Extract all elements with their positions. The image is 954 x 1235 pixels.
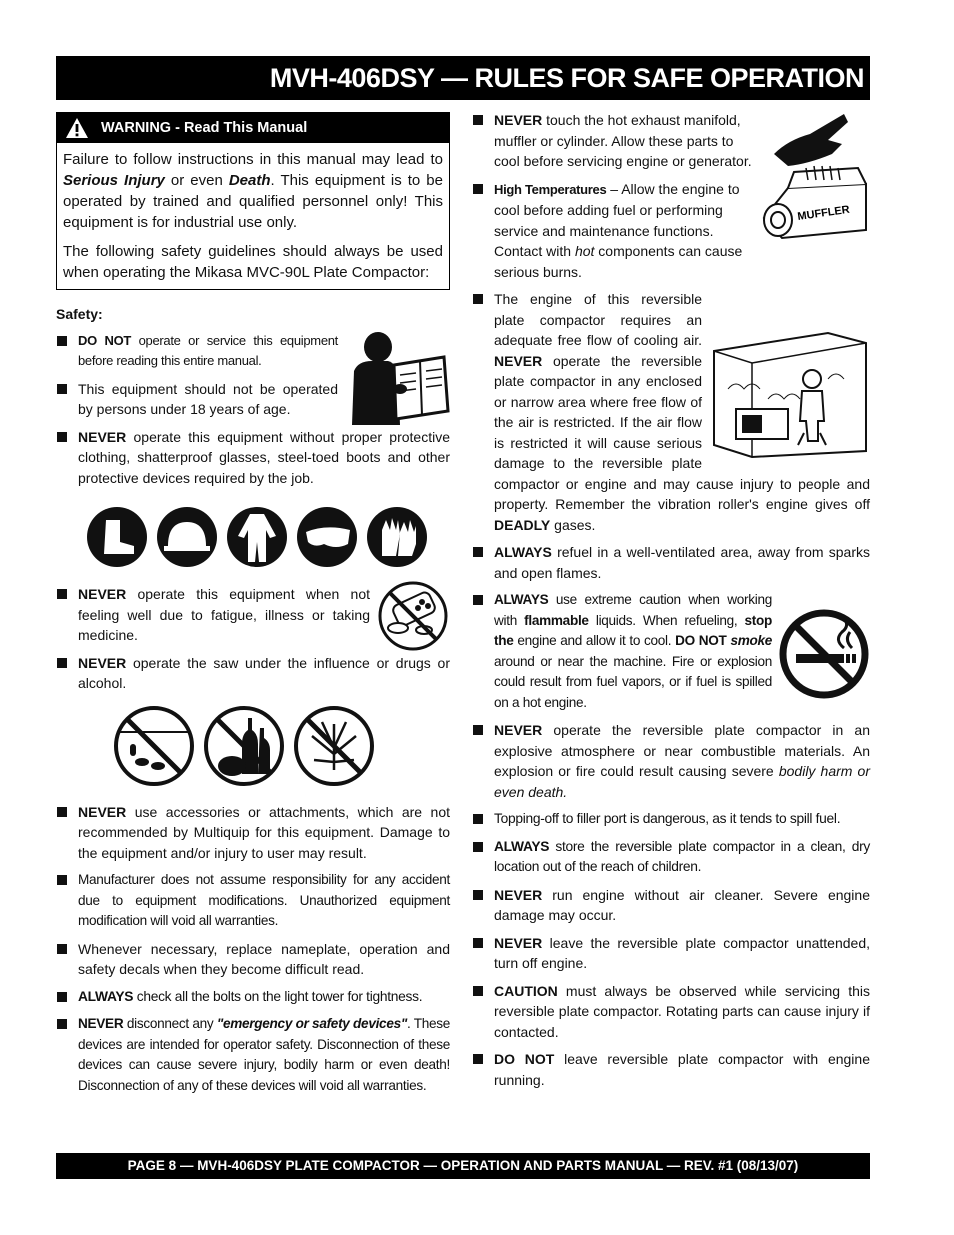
- list-item: NEVER touch the hot exhaust manifold, muffler or cylinder. Allow these parts to cool before servicing engine or generator.: [472, 110, 870, 172]
- gloves-icon: [366, 506, 428, 568]
- warning-paragraph-2: The following safety guidelines should always be used when operating the Mikasa MVC-90L Plate Compactor:: [63, 243, 443, 281]
- list-item: This equipment should not be operated by persons under 18 years of age.: [56, 379, 340, 420]
- list-item: ALWAYS check all the bolts on the light tower for tightness.: [56, 987, 450, 1008]
- list-item: ALWAYS use extreme caution when working with flammable liquids. When refueling, stop the engine and allow it to cool. DO NOT smoke around or near the machine. Fire or explosion could result from fuel vapors, or if fuel is spilled on a hot engine.: [472, 590, 870, 713]
- enclosed-area-icon: [708, 329, 870, 461]
- list-item: NEVER disconnect any "emergency or safety devices". These devices are intended for operator safety. Disconnection of these devices can cause severe injury, bodily harm or even death! Disconnection of any of these devices will void all warranties.: [56, 1014, 450, 1096]
- list-item: NEVER operate this equipment when not feeling well due to fatigue, illness or taking medicine.: [56, 584, 372, 646]
- list-item: ALWAYS refuel in a well-ventilated area, away from sparks and open flames.: [472, 542, 870, 583]
- no-marijuana-icon: [292, 704, 376, 788]
- page-footer: PAGE 8 — MVH-406DSY PLATE COMPACTOR — OPERATION AND PARTS MANUAL — REV. #1 (08/13/07): [56, 1153, 870, 1179]
- list-item: Topping-off to filler port is dangerous, as it tends to spill fuel.: [472, 809, 870, 830]
- no-medicine-icon: [376, 580, 450, 652]
- list-item: The engine of this reversible plate compactor requires an adequate free flow of cooling air. NEVER operate the reversible plate compactor in any enclosed or narrow area where free flow of the air is restricted. If the air flow is restricted it will cause serious damage to the reversible plate compactor or engine and may cause injury to people and property. Remember the vibration roller's engine gives off DEADLY gases.: [472, 289, 870, 535]
- muffler-label: MUFFLER: [796, 203, 851, 223]
- list-item: DO NOT leave reversible plate compactor with engine running.: [472, 1049, 870, 1090]
- list-item: DO NOT operate or service this equipment before reading this entire manual.: [56, 331, 340, 372]
- list-item: NEVER operate the reversible plate compactor in an explosive atmosphere or near combustible materials. An explosion or fire could result causing severe bodily harm or even death.: [472, 720, 870, 802]
- list-item: NEVER operate this equipment without proper protective clothing, shatterproof glasses, steel-toed boots and other protective devices required by the job.: [56, 427, 450, 489]
- warning-heading: WARNING - Read This Manual: [101, 120, 308, 136]
- reading-person-icon: [344, 331, 450, 425]
- list-item: NEVER use accessories or attachments, which are not recommended by Multiquip for this equipment. Damage to the equipment and/or injury to user may result.: [56, 802, 450, 864]
- right-column: [472, 110, 870, 1097]
- warning-body: [57, 143, 449, 289]
- hard-hat-icon: [156, 506, 218, 568]
- warning-header: [57, 113, 449, 143]
- list-item: NEVER leave the reversible plate compactor unattended, turn off engine.: [472, 933, 870, 974]
- no-smoking-icon: [778, 608, 870, 700]
- warning-paragraph-1: Failure to follow instructions in this manual may lead to Serious Injury or even Death. This equipment is to be operated by trained and qualified personnel only! This equipment is for industrial use only.: [63, 151, 443, 231]
- no-drugs-icon: [112, 704, 196, 788]
- left-column: [56, 112, 450, 1103]
- boot-icon: [86, 506, 148, 568]
- safety-glasses-icon: [296, 506, 358, 568]
- list-item: Whenever necessary, replace nameplate, operation and safety decals when they become difficult read.: [56, 939, 450, 980]
- list-item: Manufacturer does not assume responsibility for any accident due to equipment modifications. Unauthorized equipment modification will void all warranties.: [56, 870, 450, 932]
- list-item: NEVER run engine without air cleaner. Severe engine damage may occur.: [472, 885, 870, 926]
- list-item: NEVER operate the saw under the influence or drugs or alcohol.: [56, 653, 450, 694]
- list-item: ALWAYS store the reversible plate compactor in a clean, dry location out of the reach of children.: [472, 837, 870, 878]
- coverall-icon: [226, 506, 288, 568]
- list-item: High Temperatures – Allow the engine to cool before adding fuel or performing service and maintenance functions. Contact with hot components can cause serious burns.: [472, 179, 870, 283]
- prohibition-icon-row: [112, 704, 450, 788]
- page-title: MVH-406DSY — RULES FOR SAFE OPERATION: [56, 56, 870, 100]
- ppe-icon-row: [86, 506, 450, 568]
- list-item: CAUTION must always be observed while servicing this reversible plate compactor. Rotating parts can cause injury if contacted.: [472, 981, 870, 1043]
- warning-box: [56, 112, 450, 290]
- warning-triangle-icon: [65, 117, 89, 139]
- no-alcohol-icon: [202, 704, 286, 788]
- safety-heading: Safety:: [56, 306, 103, 322]
